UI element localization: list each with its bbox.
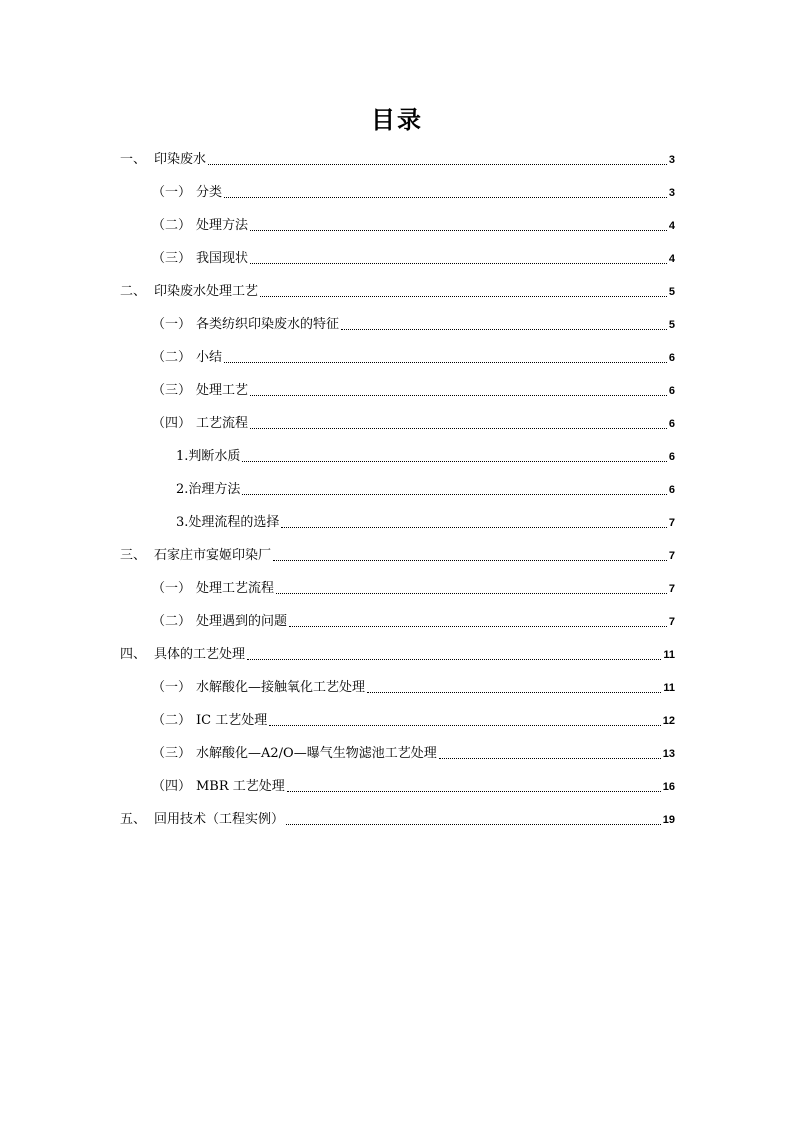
- toc-entry-title: IC 工艺处理: [196, 713, 268, 728]
- toc-entry-title: 水解酸化—接触氧化工艺处理: [196, 680, 366, 695]
- toc-entry-title: 印染废水: [154, 152, 207, 167]
- toc-entry-number: （三）: [152, 746, 192, 761]
- toc-entry[interactable]: [120, 278, 675, 300]
- toc-entry[interactable]: [120, 542, 675, 564]
- toc-leader-dots: [269, 724, 661, 726]
- toc-leader-dots: [287, 790, 661, 792]
- toc-entry-number: （二）: [152, 350, 192, 365]
- toc-entry-number: （二）: [152, 614, 192, 629]
- toc-leader-dots: [208, 163, 667, 165]
- toc-entry-title: MBR 工艺处理: [196, 779, 285, 794]
- toc-entry[interactable]: [152, 740, 675, 762]
- toc-entry[interactable]: [152, 410, 675, 432]
- toc-leader-dots: [224, 196, 667, 198]
- toc-entry-title: 工艺流程: [196, 416, 249, 431]
- toc-entry[interactable]: [152, 707, 675, 729]
- toc-leader-dots: [250, 262, 667, 264]
- toc-entry-title: 处理工艺: [196, 383, 249, 398]
- toc-entry-page: 16: [662, 781, 675, 793]
- toc-leader-dots: [247, 658, 661, 660]
- toc-entry-number: （三）: [152, 251, 192, 266]
- toc-entry-title: 小结: [196, 350, 223, 365]
- toc-entry[interactable]: [152, 575, 675, 597]
- toc-entry-page: 12: [662, 715, 675, 727]
- toc-entry-number: 一、: [120, 152, 147, 167]
- toc-leader-dots: [250, 229, 667, 231]
- toc-entry-page: 5: [668, 319, 675, 331]
- toc-entry-title: 处理工艺流程: [196, 581, 275, 596]
- toc-entry-title: 水解酸化—A2/O—曝气生物滤池工艺处理: [196, 746, 437, 761]
- toc-leader-dots: [260, 295, 667, 297]
- toc-entry-page: 7: [668, 616, 675, 628]
- toc-entry-page: 6: [668, 451, 675, 463]
- toc-entry-title: 各类纺织印染废水的特征: [196, 317, 340, 332]
- toc-entry-title: 分类: [196, 185, 223, 200]
- toc-entry-title: 具体的工艺处理: [154, 647, 246, 662]
- toc-entry-page: 6: [668, 385, 675, 397]
- toc-entry-page: 3: [668, 187, 675, 199]
- toc-entry-title: 处理流程的选择: [188, 515, 280, 530]
- toc-entry-number: 五、: [120, 812, 147, 827]
- document-title: 目录: [371, 105, 423, 134]
- toc-entry-page: 13: [662, 748, 675, 760]
- toc-entry-page: 4: [668, 220, 675, 232]
- toc-entry[interactable]: [152, 344, 675, 366]
- toc-entry-number: （三）: [152, 383, 192, 398]
- toc-entry[interactable]: [152, 674, 675, 696]
- toc-leader-dots: [242, 460, 666, 462]
- toc-entry-page: 11: [663, 682, 675, 694]
- toc-entry-page: 7: [668, 517, 675, 529]
- toc-entry-title: 我国现状: [196, 251, 249, 266]
- toc-entry[interactable]: [152, 245, 675, 267]
- toc-entry-title: 处理方法: [196, 218, 249, 233]
- toc-leader-dots: [367, 691, 661, 693]
- toc-entry-number: （一）: [152, 581, 192, 596]
- toc-entry[interactable]: [152, 311, 675, 333]
- toc-entry-number: 2.: [176, 482, 189, 497]
- toc-entry-number: （一）: [152, 317, 192, 332]
- toc-entry-number: （四）: [152, 416, 192, 431]
- toc-entry-number: 1.: [176, 449, 189, 464]
- toc-entry-page: 6: [668, 352, 675, 364]
- toc-entry[interactable]: [120, 641, 675, 663]
- toc-entry[interactable]: [152, 212, 675, 234]
- toc-entry-title: 回用技术（工程实例）: [154, 812, 285, 827]
- toc-leader-dots: [341, 328, 667, 330]
- toc-entry-page: 19: [662, 814, 675, 826]
- toc-entry[interactable]: [120, 146, 675, 168]
- toc-leader-dots: [224, 361, 667, 363]
- toc-entry[interactable]: [152, 377, 675, 399]
- toc-entry-number: （四）: [152, 779, 192, 794]
- toc-entry[interactable]: [152, 179, 675, 201]
- toc-leader-dots: [250, 394, 667, 396]
- toc-entry-title: 印染废水处理工艺: [154, 284, 259, 299]
- toc-entry-number: （二）: [152, 713, 192, 728]
- toc-leader-dots: [281, 526, 666, 528]
- toc-entry-title: 判断水质: [188, 449, 241, 464]
- toc-entry-number: （二）: [152, 218, 192, 233]
- toc-entry-number: 四、: [120, 647, 147, 662]
- toc-entry-title: 治理方法: [188, 482, 241, 497]
- toc-entry-title: 石家庄市宴姬印染厂: [154, 548, 272, 563]
- toc-entry-page: 11: [663, 649, 675, 661]
- toc-entry-page: 5: [668, 286, 675, 298]
- toc-entry-page: 3: [668, 154, 675, 166]
- toc-leader-dots: [242, 493, 666, 495]
- toc-entry[interactable]: [176, 443, 675, 465]
- toc-leader-dots: [273, 559, 667, 561]
- toc-entry-page: 6: [668, 484, 675, 496]
- toc-leader-dots: [276, 592, 667, 594]
- toc-leader-dots: [289, 625, 667, 627]
- toc-entry-number: 二、: [120, 284, 147, 299]
- toc-entry-title: 处理遇到的问题: [196, 614, 288, 629]
- toc-leader-dots: [439, 757, 661, 759]
- toc-entry-page: 7: [668, 550, 675, 562]
- toc-entry[interactable]: [152, 773, 675, 795]
- toc-entry-number: （一）: [152, 680, 192, 695]
- toc-entry[interactable]: [120, 806, 675, 828]
- toc-entry[interactable]: [176, 509, 675, 531]
- toc-entry[interactable]: [176, 476, 675, 498]
- toc-entry-number: （一）: [152, 185, 192, 200]
- toc-entry-number: 三、: [120, 548, 147, 563]
- toc-leader-dots: [250, 427, 667, 429]
- toc-entry-page: 7: [668, 583, 675, 595]
- toc-leader-dots: [286, 823, 661, 825]
- toc-entry-page: 6: [668, 418, 675, 430]
- toc-entry-page: 4: [668, 253, 675, 265]
- toc-entry-number: 3.: [176, 515, 189, 530]
- toc-entry[interactable]: [152, 608, 675, 630]
